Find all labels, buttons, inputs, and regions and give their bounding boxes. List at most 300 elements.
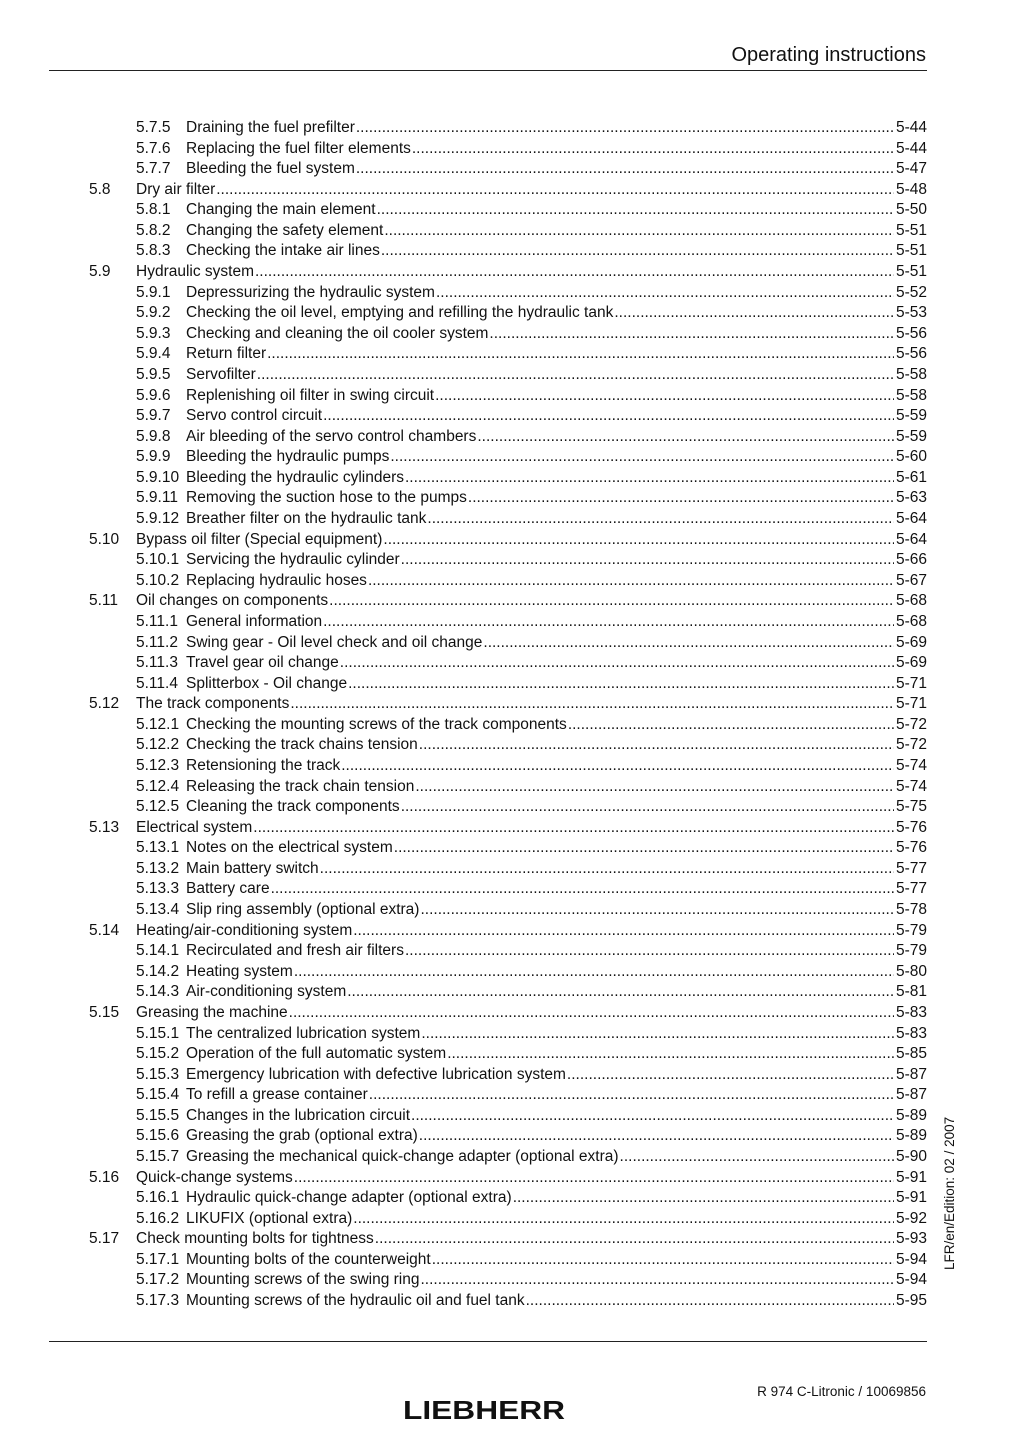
toc-dot-leader bbox=[513, 1188, 894, 1208]
toc-title: Air bleeding of the servo control chambers bbox=[186, 427, 477, 445]
toc-number: 5.9.5 bbox=[136, 365, 171, 383]
toc-row bbox=[0, 1250, 1024, 1271]
toc-dot-leader bbox=[369, 1085, 894, 1105]
toc-entry bbox=[186, 550, 927, 570]
toc-page-number: 5-95 bbox=[895, 1292, 927, 1310]
toc-dot-leader bbox=[377, 200, 894, 220]
toc-dot-leader bbox=[411, 1106, 894, 1126]
toc-entry bbox=[136, 1229, 927, 1249]
toc-title: Replacing the fuel filter elements bbox=[186, 139, 411, 157]
toc-entry bbox=[136, 530, 927, 550]
toc-dot-leader bbox=[435, 386, 894, 406]
toc-number: 5.11.1 bbox=[136, 612, 178, 630]
toc-entry bbox=[186, 941, 927, 961]
toc-number: 5.9.1 bbox=[136, 283, 171, 301]
toc-entry bbox=[186, 427, 927, 447]
toc-title: Oil changes on components bbox=[136, 592, 329, 610]
toc-number: 5.9.10 bbox=[136, 468, 180, 486]
toc-page-number: 5-77 bbox=[895, 859, 927, 877]
toc-row bbox=[0, 1229, 1024, 1250]
toc-page-number: 5-87 bbox=[895, 1086, 927, 1104]
toc-dot-leader bbox=[289, 1003, 894, 1023]
toc-entry bbox=[186, 612, 927, 632]
toc-number: 5.13.4 bbox=[136, 901, 180, 919]
toc-entry bbox=[186, 118, 927, 138]
toc-page-number: 5-44 bbox=[895, 119, 927, 136]
toc-row bbox=[0, 1126, 1024, 1147]
toc-page-number: 5-76 bbox=[895, 818, 927, 836]
toc-dot-leader bbox=[436, 283, 894, 303]
toc-dot-leader bbox=[353, 1209, 894, 1229]
toc-page-number: 5-68 bbox=[895, 592, 927, 610]
toc-number: 5.15.7 bbox=[136, 1148, 180, 1165]
toc-number: 5.11.3 bbox=[136, 654, 178, 672]
toc-title: LIKUFIX (optional extra) bbox=[186, 1209, 353, 1227]
toc-title: Servicing the hydraulic cylinder bbox=[186, 551, 400, 569]
toc-row bbox=[0, 962, 1024, 983]
toc-dot-leader bbox=[405, 941, 894, 961]
toc-number: 5.15.4 bbox=[136, 1086, 180, 1104]
toc-title: Servofilter bbox=[186, 365, 256, 383]
toc-row bbox=[0, 1003, 1024, 1024]
toc-title: Swing gear - Oil level check and oil change bbox=[186, 633, 483, 651]
toc-row bbox=[0, 735, 1024, 756]
toc-row bbox=[0, 386, 1024, 407]
toc-number: 5.9.7 bbox=[136, 407, 171, 425]
toc-number: 5.8 bbox=[89, 180, 111, 198]
toc-page-number: 5-90 bbox=[895, 1148, 927, 1165]
toc-number: 5.17.2 bbox=[136, 1271, 180, 1289]
toc-entry bbox=[186, 406, 927, 426]
toc-page-number: 5-75 bbox=[895, 798, 927, 816]
toc-number: 5.15.6 bbox=[136, 1127, 180, 1145]
toc-row bbox=[0, 859, 1024, 880]
toc-dot-leader bbox=[394, 838, 894, 858]
toc-page-number: 5-89 bbox=[895, 1106, 927, 1124]
header-divider bbox=[49, 70, 927, 71]
toc-entry bbox=[186, 509, 927, 529]
toc-dot-leader bbox=[477, 427, 894, 447]
toc-row bbox=[0, 653, 1024, 674]
toc-title: Check mounting bolts for tightness bbox=[136, 1230, 374, 1248]
toc-page-number: 5-63 bbox=[895, 489, 927, 507]
toc-number: 5.7.6 bbox=[136, 139, 171, 157]
toc-row bbox=[0, 1024, 1024, 1045]
toc-entry bbox=[186, 283, 927, 303]
toc-page-number: 5-56 bbox=[895, 345, 927, 363]
toc-title: Bleeding the hydraulic cylinders bbox=[186, 468, 404, 486]
toc-row bbox=[0, 777, 1024, 798]
toc-number: 5.9.3 bbox=[136, 324, 171, 342]
toc-dot-leader bbox=[568, 715, 894, 735]
toc-row bbox=[0, 694, 1024, 715]
toc-dot-leader bbox=[421, 1024, 894, 1044]
toc-entry bbox=[186, 324, 927, 344]
edition-note: LFR/en/Edition: 02 / 2007 bbox=[942, 1116, 957, 1270]
toc-number: 5.8.3 bbox=[136, 242, 171, 260]
toc-title: Bleeding the fuel system bbox=[186, 160, 355, 178]
toc-title: The centralized lubrication system bbox=[186, 1024, 421, 1042]
toc-title: Cleaning the track components bbox=[186, 798, 400, 816]
toc-page-number: 5-74 bbox=[895, 756, 927, 774]
toc-row bbox=[0, 550, 1024, 571]
toc-dot-leader bbox=[257, 365, 894, 385]
toc-title: Greasing the mechanical quick-change adapter (optional extra) bbox=[186, 1148, 619, 1165]
toc-page-number: 5-74 bbox=[895, 777, 927, 795]
toc-page-number: 5-77 bbox=[895, 880, 927, 898]
toc-page-number: 5-64 bbox=[895, 510, 927, 528]
toc-number: 5.10.1 bbox=[136, 551, 180, 569]
toc-entry bbox=[186, 859, 927, 879]
toc-dot-leader bbox=[401, 550, 894, 570]
toc-entry bbox=[186, 1147, 927, 1167]
toc-entry bbox=[186, 1065, 927, 1085]
toc-entry bbox=[186, 386, 927, 406]
toc-entry bbox=[186, 159, 927, 179]
toc-dot-leader bbox=[526, 1291, 894, 1311]
toc-row bbox=[0, 1291, 1024, 1312]
toc-dot-leader bbox=[368, 571, 894, 591]
toc-number: 5.7.7 bbox=[136, 160, 171, 178]
toc-title: Servo control circuit bbox=[186, 407, 323, 425]
toc-row bbox=[0, 941, 1024, 962]
toc-title: Travel gear oil change bbox=[186, 654, 339, 672]
toc-title: Checking the track chains tension bbox=[186, 736, 418, 754]
toc-dot-leader bbox=[329, 591, 894, 611]
toc-entry bbox=[186, 1209, 927, 1229]
toc-title: Bypass oil filter (Special equipment) bbox=[136, 530, 383, 548]
toc-entry bbox=[186, 900, 927, 920]
toc-entry bbox=[186, 1106, 927, 1126]
toc-number: 5.17.1 bbox=[136, 1250, 180, 1268]
toc-row bbox=[0, 241, 1024, 262]
toc-entry bbox=[186, 200, 927, 220]
toc-title: Checking the intake air lines bbox=[186, 242, 380, 260]
toc-entry bbox=[186, 797, 927, 817]
toc-row bbox=[0, 879, 1024, 900]
toc-entry bbox=[186, 468, 927, 488]
toc-page-number: 5-51 bbox=[895, 242, 927, 260]
toc-number: 5.11.4 bbox=[136, 674, 178, 692]
toc-row bbox=[0, 344, 1024, 365]
toc-number: 5.17.3 bbox=[136, 1292, 180, 1310]
toc-page-number: 5-53 bbox=[895, 304, 927, 322]
toc-row bbox=[0, 1106, 1024, 1127]
toc-title: Operation of the full automatic system bbox=[186, 1045, 447, 1063]
toc-page-number: 5-66 bbox=[895, 551, 927, 569]
toc-title: Heating/air-conditioning system bbox=[136, 921, 353, 939]
toc-entry bbox=[186, 365, 927, 385]
toc-entry bbox=[186, 1126, 927, 1146]
toc-page-number: 5-81 bbox=[895, 983, 927, 1001]
toc-row bbox=[0, 468, 1024, 489]
toc-page-number: 5-79 bbox=[895, 921, 927, 939]
toc-row bbox=[0, 427, 1024, 448]
toc-title: To refill a grease container bbox=[186, 1086, 368, 1104]
toc-dot-leader bbox=[271, 879, 894, 899]
logo-wordmark: LIEBHERR bbox=[403, 1396, 566, 1422]
toc-entry bbox=[186, 715, 927, 735]
toc-number: 5.9.6 bbox=[136, 386, 171, 404]
toc-title: Quick-change systems bbox=[136, 1168, 293, 1186]
toc-number: 5.7.5 bbox=[136, 119, 171, 136]
toc-page-number: 5-78 bbox=[895, 901, 927, 919]
toc-row bbox=[0, 921, 1024, 942]
toc-page-number: 5-91 bbox=[895, 1189, 927, 1207]
toc-dot-leader bbox=[353, 921, 894, 941]
toc-page-number: 5-89 bbox=[895, 1127, 927, 1145]
toc-row bbox=[0, 982, 1024, 1003]
toc-entry bbox=[186, 1291, 927, 1311]
toc-row bbox=[0, 571, 1024, 592]
toc-page-number: 5-58 bbox=[895, 386, 927, 404]
toc-row bbox=[0, 139, 1024, 160]
toc-title: Notes on the electrical system bbox=[186, 839, 393, 857]
toc-number: 5.12.5 bbox=[136, 798, 180, 816]
toc-title: Depressurizing the hydraulic system bbox=[186, 283, 435, 301]
toc-number: 5.9.11 bbox=[136, 489, 178, 507]
toc-page-number: 5-85 bbox=[895, 1045, 927, 1063]
toc-row bbox=[0, 674, 1024, 695]
toc-title: Draining the fuel prefilter bbox=[186, 119, 355, 136]
toc-page-number: 5-58 bbox=[895, 365, 927, 383]
toc-number: 5.12 bbox=[89, 695, 120, 713]
toc-entry bbox=[186, 879, 927, 899]
toc-number: 5.9 bbox=[89, 263, 111, 281]
document-reference: R 974 C-Litronic / 10069856 bbox=[757, 1384, 926, 1399]
toc-number: 5.13 bbox=[89, 818, 120, 836]
toc-dot-leader bbox=[420, 900, 894, 920]
toc-page-number: 5-83 bbox=[895, 1003, 927, 1021]
toc-row bbox=[0, 900, 1024, 921]
toc-page-number: 5-60 bbox=[895, 448, 927, 466]
toc-title: Return filter bbox=[186, 345, 267, 363]
toc-number: 5.15.3 bbox=[136, 1065, 180, 1083]
toc-row bbox=[0, 406, 1024, 427]
toc-number: 5.9.12 bbox=[136, 510, 180, 528]
toc-row bbox=[0, 1270, 1024, 1291]
toc-entry bbox=[186, 571, 927, 591]
toc-page-number: 5-68 bbox=[895, 612, 927, 630]
toc-title: Breather filter on the hydraulic tank bbox=[186, 510, 427, 528]
toc-row bbox=[0, 283, 1024, 304]
footer-divider bbox=[49, 1341, 927, 1342]
toc-entry bbox=[186, 344, 927, 364]
toc-number: 5.14.1 bbox=[136, 942, 180, 960]
toc-number: 5.13.3 bbox=[136, 880, 180, 898]
toc-title: Replenishing oil filter in swing circuit bbox=[186, 386, 435, 404]
toc-entry bbox=[136, 262, 927, 282]
toc-number: 5.8.1 bbox=[136, 201, 171, 219]
toc-title: Changes in the lubrication circuit bbox=[186, 1106, 411, 1124]
toc-title: Replacing hydraulic hoses bbox=[186, 571, 367, 589]
toc-page-number: 5-72 bbox=[895, 715, 927, 733]
toc-dot-leader bbox=[320, 859, 894, 879]
toc-dot-leader bbox=[468, 488, 894, 508]
toc-row bbox=[0, 797, 1024, 818]
toc-entry bbox=[136, 694, 927, 714]
toc-entry bbox=[186, 1270, 927, 1290]
toc-entry bbox=[136, 1003, 927, 1023]
toc-dot-leader bbox=[267, 344, 894, 364]
toc-row bbox=[0, 1209, 1024, 1230]
toc-entry bbox=[186, 962, 927, 982]
toc-row bbox=[0, 1188, 1024, 1209]
toc-dot-leader bbox=[390, 447, 894, 467]
toc-title: Removing the suction hose to the pumps bbox=[186, 489, 467, 507]
toc-row bbox=[0, 262, 1024, 283]
toc-entry bbox=[186, 1044, 927, 1064]
toc-row bbox=[0, 530, 1024, 551]
toc-title: Checking the mounting screws of the track components bbox=[186, 715, 567, 733]
toc-row bbox=[0, 1065, 1024, 1086]
toc-number: 5.12.3 bbox=[136, 756, 180, 774]
toc-title: Splitterbox - Oil change bbox=[186, 674, 348, 692]
toc-title: Hydraulic quick-change adapter (optional extra) bbox=[186, 1189, 512, 1207]
toc-dot-leader bbox=[348, 674, 894, 694]
toc-number: 5.9.9 bbox=[136, 448, 171, 466]
toc-row bbox=[0, 633, 1024, 654]
toc-number: 5.9.8 bbox=[136, 427, 171, 445]
toc-page-number: 5-69 bbox=[895, 633, 927, 651]
toc-row bbox=[0, 221, 1024, 242]
toc-dot-leader bbox=[620, 1147, 894, 1167]
toc-dot-leader bbox=[384, 221, 894, 241]
toc-page-number: 5-51 bbox=[895, 221, 927, 239]
toc-dot-leader bbox=[432, 1250, 894, 1270]
toc-title: Checking the oil level, emptying and refilling the hydraulic tank bbox=[186, 304, 614, 322]
toc-page-number: 5-61 bbox=[895, 468, 927, 486]
toc-row bbox=[0, 1085, 1024, 1106]
toc-number: 5.12.2 bbox=[136, 736, 180, 754]
toc-row bbox=[0, 365, 1024, 386]
toc-dot-leader bbox=[323, 406, 894, 426]
page-header-title: Operating instructions bbox=[731, 44, 926, 66]
toc-entry bbox=[186, 777, 927, 797]
toc-number: 5.14 bbox=[89, 921, 120, 939]
toc-page-number: 5-94 bbox=[895, 1250, 927, 1268]
toc-entry bbox=[186, 1024, 927, 1044]
toc-number: 5.12.1 bbox=[136, 715, 180, 733]
toc-page-number: 5-67 bbox=[895, 571, 927, 589]
toc-number: 5.14.3 bbox=[136, 983, 180, 1001]
toc-entry bbox=[186, 674, 927, 694]
toc-dot-leader bbox=[347, 982, 894, 1002]
toc-dot-leader bbox=[294, 1168, 894, 1188]
toc-dot-leader bbox=[401, 797, 894, 817]
toc-entry bbox=[186, 139, 927, 159]
toc-entry bbox=[186, 633, 927, 653]
toc-dot-leader bbox=[253, 818, 894, 838]
toc-page-number: 5-56 bbox=[895, 324, 927, 342]
toc-dot-leader bbox=[489, 324, 894, 344]
toc-title: Mounting screws of the swing ring bbox=[186, 1271, 420, 1289]
toc-entry bbox=[186, 488, 927, 508]
toc-title: Retensioning the track bbox=[186, 756, 341, 774]
toc-number: 5.10.2 bbox=[136, 571, 180, 589]
toc-number: 5.8.2 bbox=[136, 221, 171, 239]
toc-page-number: 5-94 bbox=[895, 1271, 927, 1289]
toc-page-number: 5-91 bbox=[895, 1168, 927, 1186]
toc-page-number: 5-72 bbox=[895, 736, 927, 754]
toc-dot-leader bbox=[290, 694, 894, 714]
toc-dot-leader bbox=[255, 262, 894, 282]
toc-dot-leader bbox=[375, 1229, 894, 1249]
toc-page-number: 5-44 bbox=[895, 139, 927, 157]
toc-page-number: 5-51 bbox=[895, 263, 927, 281]
toc-entry bbox=[186, 653, 927, 673]
toc-number: 5.10 bbox=[89, 530, 120, 548]
toc-dot-leader bbox=[447, 1044, 894, 1064]
toc-page-number: 5-80 bbox=[895, 962, 927, 980]
toc-row bbox=[0, 509, 1024, 530]
toc-number: 5.9.2 bbox=[136, 304, 171, 322]
toc-number: 5.15 bbox=[89, 1003, 120, 1021]
toc-entry bbox=[186, 735, 927, 755]
toc-entry bbox=[186, 1085, 927, 1105]
toc-page-number: 5-47 bbox=[895, 160, 927, 178]
toc-title: Checking and cleaning the oil cooler system bbox=[186, 324, 489, 342]
toc-page-number: 5-76 bbox=[895, 839, 927, 857]
toc-page-number: 5-50 bbox=[895, 201, 927, 219]
toc-row bbox=[0, 118, 1024, 139]
toc-number: 5.16 bbox=[89, 1168, 120, 1186]
liebherr-logo bbox=[402, 1396, 566, 1422]
toc-page-number: 5-59 bbox=[895, 407, 927, 425]
toc-entry bbox=[186, 756, 927, 776]
toc-title: Changing the main element bbox=[186, 201, 376, 219]
toc-number: 5.13.1 bbox=[136, 839, 180, 857]
toc-page-number: 5-87 bbox=[895, 1065, 927, 1083]
toc-dot-leader bbox=[383, 530, 894, 550]
toc-number: 5.9.4 bbox=[136, 345, 171, 363]
toc-title: Hydraulic system bbox=[136, 263, 254, 281]
toc-dot-leader bbox=[340, 653, 894, 673]
toc-row bbox=[0, 324, 1024, 345]
toc-row bbox=[0, 1168, 1024, 1189]
toc-dot-leader bbox=[323, 612, 894, 632]
toc-page-number: 5-64 bbox=[895, 530, 927, 548]
toc-title: Mounting screws of the hydraulic oil and fuel tank bbox=[186, 1292, 525, 1310]
toc-page-number: 5-48 bbox=[895, 180, 927, 198]
toc-entry bbox=[186, 241, 927, 261]
toc-row bbox=[0, 447, 1024, 468]
toc-dot-leader bbox=[405, 468, 894, 488]
toc-entry bbox=[186, 838, 927, 858]
toc-dot-leader bbox=[216, 180, 894, 200]
toc-entry bbox=[186, 221, 927, 241]
toc-title: Heating system bbox=[186, 962, 293, 980]
toc-dot-leader bbox=[381, 241, 894, 261]
toc-title: The track components bbox=[136, 695, 290, 713]
toc-dot-leader bbox=[483, 633, 894, 653]
toc-number: 5.17 bbox=[89, 1230, 120, 1248]
toc-title: Bleeding the hydraulic pumps bbox=[186, 448, 390, 466]
toc-row bbox=[0, 1044, 1024, 1065]
toc-page-number: 5-93 bbox=[895, 1230, 927, 1248]
toc-title: Emergency lubrication with defective lubrication system bbox=[186, 1065, 566, 1083]
toc-page-number: 5-79 bbox=[895, 942, 927, 960]
toc-row bbox=[0, 159, 1024, 180]
toc-number: 5.16.2 bbox=[136, 1209, 180, 1227]
toc-entry bbox=[186, 1188, 927, 1208]
toc-page-number: 5-52 bbox=[895, 283, 927, 301]
toc-entry bbox=[136, 180, 927, 200]
toc-number: 5.14.2 bbox=[136, 962, 180, 980]
toc-number: 5.15.2 bbox=[136, 1045, 180, 1063]
toc-dot-leader bbox=[614, 303, 894, 323]
toc-page-number: 5-92 bbox=[895, 1209, 927, 1227]
